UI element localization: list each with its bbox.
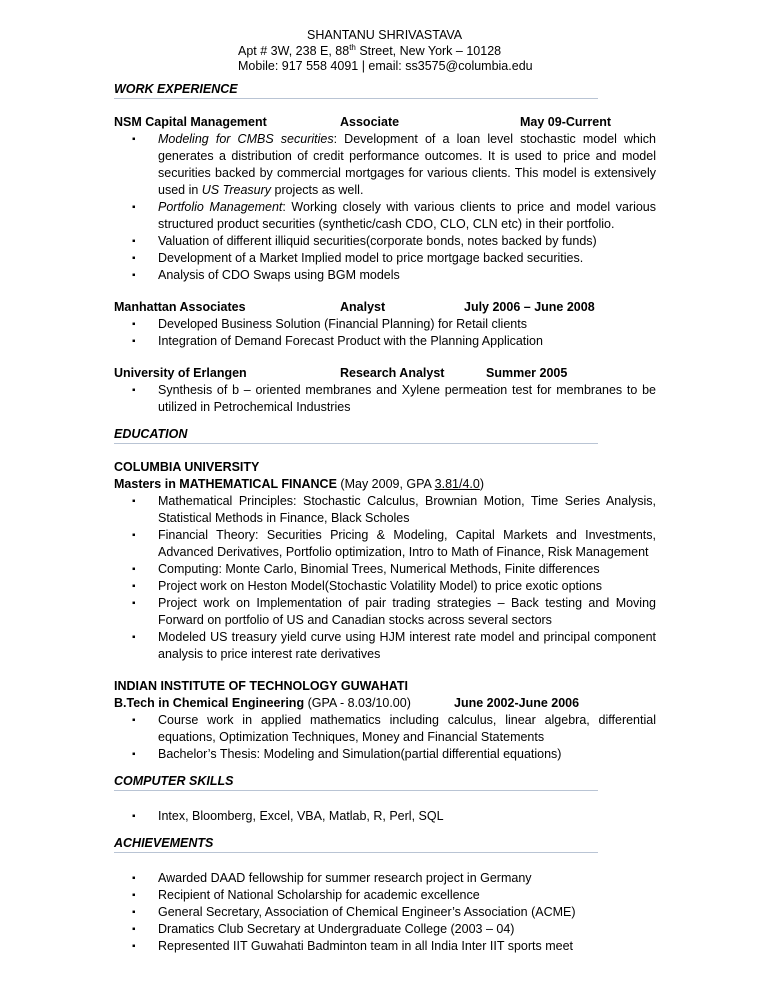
list-item — [114, 267, 656, 284]
candidate-name: SHANTANU SHRIVASTAVA — [307, 28, 463, 42]
job-bullets — [114, 131, 656, 284]
list-item — [114, 887, 656, 904]
bullet-text: Computing: Monte Carlo, Binomial Trees, Numerical Methods, Finite differences — [158, 562, 600, 576]
list-item — [114, 904, 656, 921]
bullet-text: Course work in applied mathematics including calculus, linear algebra, differential equations, Optimization Techniques, Money and Financial Statements — [158, 713, 656, 744]
school-name: INDIAN INSTITUTE OF TECHNOLOGY GUWAHATI — [114, 679, 408, 693]
bullet-icon: ▪ — [132, 749, 136, 760]
list-item — [114, 921, 656, 938]
achievement-bullets — [114, 870, 656, 955]
list-item — [114, 629, 656, 663]
bullet-icon: ▪ — [132, 319, 136, 330]
resume-page — [114, 28, 656, 955]
bullet-text: Bachelor’s Thesis: Modeling and Simulation(partial differential equations) — [158, 747, 562, 761]
bullet-text: Project work on Implementation of pair trading strategies – Back testing and Moving Forward on portfolio of US and Canadian stocks across several sectors — [158, 596, 656, 627]
list-item — [114, 746, 656, 763]
list-item — [114, 316, 656, 333]
bullet-lead: Modeling for CMBS securities — [158, 132, 334, 146]
bullet-text: Valuation of different illiquid securities(corporate bonds, notes backed by funds) — [158, 234, 597, 248]
job-manhattan — [114, 299, 656, 350]
job-dates: Summer 2005 — [486, 366, 568, 380]
bullet-text: Dramatics Club Secretary at Undergraduate College (2003 – 04) — [158, 922, 515, 936]
job-header — [114, 299, 656, 316]
list-item — [114, 808, 656, 825]
bullet-text: Analysis of CDO Swaps using BGM models — [158, 268, 400, 282]
computer-skills-section — [114, 774, 656, 825]
degree-dates: June 2002-June 2006 — [454, 696, 580, 710]
job-role: Analyst — [340, 300, 386, 314]
bullet-icon: ▪ — [132, 632, 136, 643]
bullet-icon: ▪ — [132, 598, 136, 609]
address — [238, 44, 501, 58]
degree-detail: (GPA - 8.03/10.00) — [304, 696, 411, 710]
list-item — [114, 595, 656, 629]
address-text: Apt # 3W, 238 E, 88 — [238, 44, 350, 58]
section-title-education: EDUCATION — [114, 427, 598, 444]
bullet-text: Developed Business Solution (Financial Planning) for Retail clients — [158, 317, 527, 331]
bullet-text: : Working closely with various clients to price and model various structured product securities (synthetic/cash CDO, CLO, CLN etc) in their portfolio. — [158, 200, 656, 231]
list-item — [114, 250, 656, 267]
bullet-text: General Secretary, Association of Chemical Engineer’s Association (ACME) — [158, 905, 576, 919]
achievements-section — [114, 836, 656, 955]
bullet-icon: ▪ — [132, 336, 136, 347]
list-item — [114, 382, 656, 416]
list-item — [114, 870, 656, 887]
school-name: COLUMBIA UNIVERSITY — [114, 460, 260, 474]
list-item — [114, 938, 656, 955]
list-item — [114, 712, 656, 746]
bullet-text: Financial Theory: Securities Pricing & Modeling, Capital Markets and Investments, Advanced Derivatives, Portfolio optimization, Intro to Math of Finance, Risk Management — [158, 528, 656, 559]
edu-iit — [114, 678, 656, 763]
edu-bullets — [114, 712, 656, 763]
list-item — [114, 131, 656, 199]
bullet-icon: ▪ — [132, 270, 136, 281]
bullet-text: Integration of Demand Forecast Product with the Planning Application — [158, 334, 543, 348]
edu-columbia — [114, 459, 656, 663]
section-title-skills: COMPUTER SKILLS — [114, 774, 598, 791]
bullet-tail: projects as well. — [271, 183, 364, 197]
bullet-icon: ▪ — [132, 134, 136, 145]
contact-line: Mobile: 917 558 4091 | email: ss3575@columbia.edu — [238, 59, 533, 73]
bullet-text: Development of a Market Implied model to price mortgage backed securities. — [158, 251, 584, 265]
bullet-text: Synthesis of b – oriented membranes and Xylene permeation test for membranes to be utilized in Petrochemical Industries — [158, 383, 656, 414]
address-text-end: Street, New York – 10128 — [355, 44, 502, 58]
bullet-icon: ▪ — [132, 581, 136, 592]
degree-name: Masters in MATHEMATICAL FINANCE — [114, 477, 337, 491]
list-item — [114, 199, 656, 233]
company-name: NSM Capital Management — [114, 115, 267, 129]
list-item — [114, 527, 656, 561]
bullet-icon: ▪ — [132, 907, 136, 918]
bullet-icon: ▪ — [132, 530, 136, 541]
edu-bullets — [114, 493, 656, 663]
section-title-work: WORK EXPERIENCE — [114, 82, 598, 99]
bullet-text: Intex, Bloomberg, Excel, VBA, Matlab, R, Perl, SQL — [158, 809, 444, 823]
company-name: University of Erlangen — [114, 366, 247, 380]
education-section — [114, 427, 656, 763]
bullet-text: Awarded DAAD fellowship for summer research project in Germany — [158, 871, 532, 885]
company-name: Manhattan Associates — [114, 300, 246, 314]
bullet-icon: ▪ — [132, 253, 136, 264]
list-item — [114, 233, 656, 250]
job-header — [114, 365, 656, 382]
bullet-text: Represented IIT Guwahati Badminton team in all India Inter IIT sports meet — [158, 939, 574, 953]
job-dates: May 09-Current — [520, 115, 611, 129]
bullet-icon: ▪ — [132, 924, 136, 935]
bullet-text: Mathematical Principles: Stochastic Calculus, Brownian Motion, Time Series Analysis, Statistical Methods in Finance, Black Scholes — [158, 494, 656, 525]
bullet-text: Modeled US treasury yield curve using HJM interest rate model and principal component analysis to price interest rate derivatives — [158, 630, 656, 661]
list-item — [114, 493, 656, 527]
bullet-icon: ▪ — [132, 941, 136, 952]
job-bullets — [114, 316, 656, 350]
work-experience-section — [114, 82, 656, 416]
job-role: Research Analyst — [340, 366, 445, 380]
section-title-achievements: ACHIEVEMENTS — [114, 836, 598, 853]
list-item — [114, 578, 656, 595]
degree-line — [114, 476, 656, 493]
degree-line — [114, 695, 656, 712]
bullet-text: Recipient of National Scholarship for academic excellence — [158, 888, 480, 902]
job-dates: July 2006 – June 2008 — [464, 300, 595, 314]
list-item — [114, 333, 656, 350]
bullet-icon: ▪ — [132, 496, 136, 507]
bullet-icon: ▪ — [132, 236, 136, 247]
job-nsm — [114, 114, 656, 284]
job-header — [114, 114, 656, 131]
bullet-lead: Portfolio Management — [158, 200, 283, 214]
skills-bullets — [114, 808, 656, 825]
degree-detail: (May 2009, GPA — [336, 477, 435, 491]
gpa-value: 3.81/4.0 — [434, 477, 480, 491]
bullet-icon: ▪ — [132, 811, 136, 822]
bullet-icon: ▪ — [132, 873, 136, 884]
bullet-icon: ▪ — [132, 564, 136, 575]
bullet-icon: ▪ — [132, 715, 136, 726]
degree-name: B.Tech in Chemical Engineering — [114, 696, 305, 710]
resume-header — [114, 28, 656, 74]
job-role: Associate — [340, 115, 400, 129]
bullet-icon: ▪ — [132, 890, 136, 901]
job-erlangen — [114, 365, 656, 416]
bullet-text: : Development of a loan level stochastic model which generates a distribution of credit performance outcomes. It is used to price and model securities backed by commercial mortgages for various clients. This model is extensively used in — [158, 132, 656, 197]
bullet-emphasis: US Treasury — [201, 183, 272, 197]
address-sup: th — [349, 43, 356, 52]
job-bullets — [114, 382, 656, 416]
bullet-icon: ▪ — [132, 385, 136, 396]
degree-detail-end: ) — [479, 477, 485, 491]
bullet-text: Project work on Heston Model(Stochastic Volatility Model) to price exotic options — [158, 579, 602, 593]
bullet-icon: ▪ — [132, 202, 136, 213]
list-item — [114, 561, 656, 578]
